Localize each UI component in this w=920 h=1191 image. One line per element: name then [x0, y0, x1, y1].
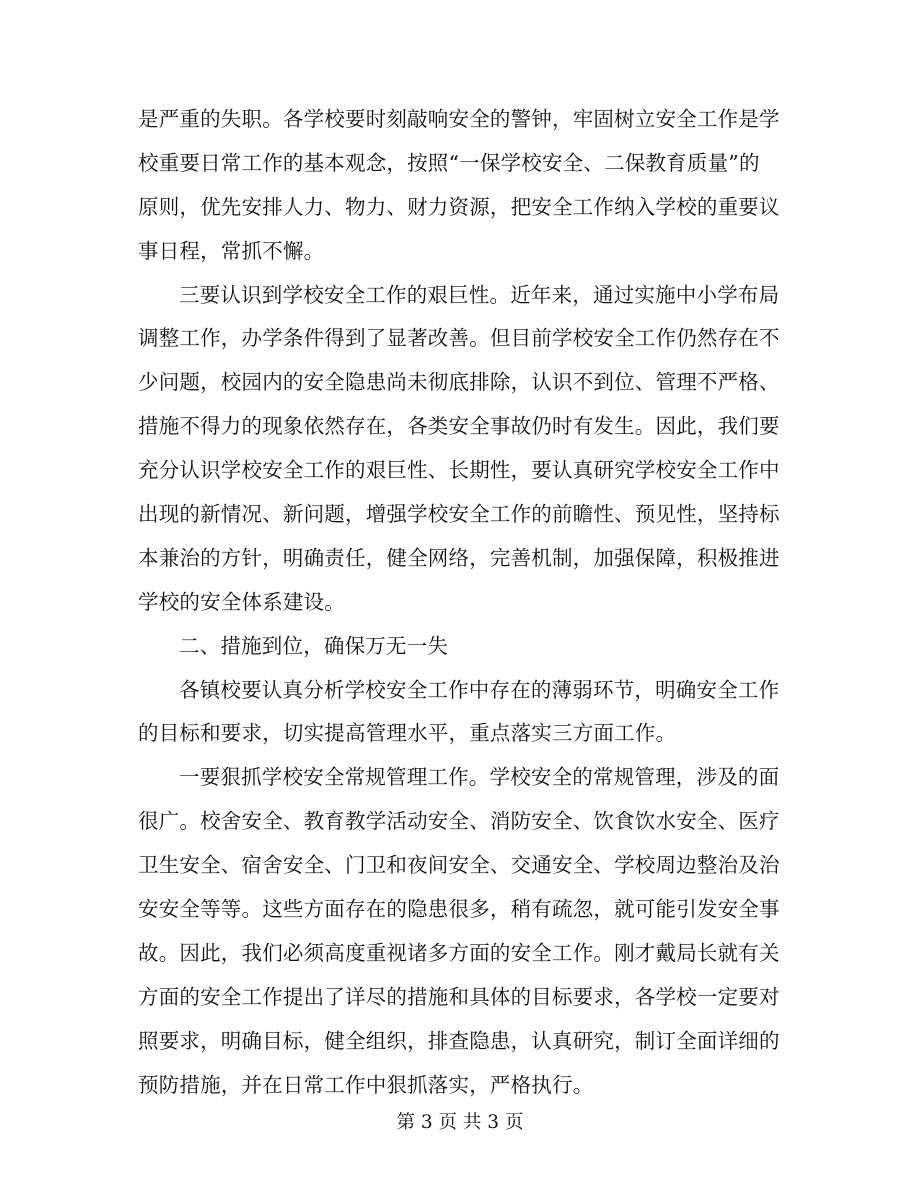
- text-line: 校重要日常工作的基本观念，按照“一保学校安全、二保教育质量”的: [138, 150, 760, 175]
- text-line: 事日程，常抓不懈。: [138, 238, 325, 263]
- text-line: 学校的安全体系建设。: [138, 589, 345, 614]
- text-line: 原则，优先安排人力、物力、财力资源，把安全工作纳入学校的重要议: [138, 194, 780, 219]
- text-line: 本兼治的方针，明确责任，健全网络，完善机制，加强保障，积极推进: [138, 545, 780, 570]
- paragraph-start-line: 各镇校要认真分析学校安全工作中存在的薄弱环节，明确安全工作: [179, 677, 780, 702]
- paragraph-start-line: 三要认识到学校安全工作的艰巨性。近年来，通过实施中小学布局: [179, 282, 780, 307]
- text-line: 调整工作，办学条件得到了显著改善。但目前学校安全工作仍然存在不: [138, 326, 780, 351]
- text-line: 预防措施，并在日常工作中狠抓落实，严格执行。: [138, 1072, 594, 1097]
- body-text: [138, 98, 788, 1107]
- text-line: 安安全等等。这些方面存在的隐患很多，稍有疏忽，就可能引发安全事: [138, 897, 780, 922]
- text-line: 卫生安全、宿舍安全、门卫和夜间安全、交通安全、学校周边整治及治: [138, 853, 780, 878]
- text-line: 很广。校舍安全、教育教学活动安全、消防安全、饮食饮水安全、医疗: [138, 809, 780, 834]
- text-line: 故。因此，我们必须高度重视诸多方面的安全工作。刚才戴局长就有关: [138, 940, 780, 965]
- text-line: 少问题，校园内的安全隐患尚未彻底排除，认识不到位、管理不严格、: [138, 370, 780, 395]
- section-heading: 二、措施到位，确保万无一失: [179, 633, 449, 658]
- text-line: 方面的安全工作提出了详尽的措施和具体的目标要求，各学校一定要对: [138, 984, 780, 1009]
- paragraph-start-line: 一要狠抓学校安全常规管理工作。学校安全的常规管理，涉及的面: [179, 765, 780, 790]
- text-line: 措施不得力的现象依然存在，各类安全事故仍时有发生。因此，我们要: [138, 414, 780, 439]
- text-line: 的目标和要求，切实提高管理水平，重点落实三方面工作。: [138, 721, 677, 746]
- text-line: 照要求，明确目标，健全组织，排查隐患，认真研究，制订全面详细的: [138, 1028, 780, 1053]
- text-line: 出现的新情况、新问题，增强学校安全工作的前瞻性、预见性，坚持标: [138, 502, 780, 527]
- text-line: 充分认识学校安全工作的艰巨性、长期性，要认真研究学校安全工作中: [138, 458, 780, 483]
- page-number-footer: 第 3 页 共 3 页: [396, 1112, 524, 1133]
- text-line: 是严重的失职。各学校要时刻敲响安全的警钟，牢固树立安全工作是学: [138, 107, 780, 131]
